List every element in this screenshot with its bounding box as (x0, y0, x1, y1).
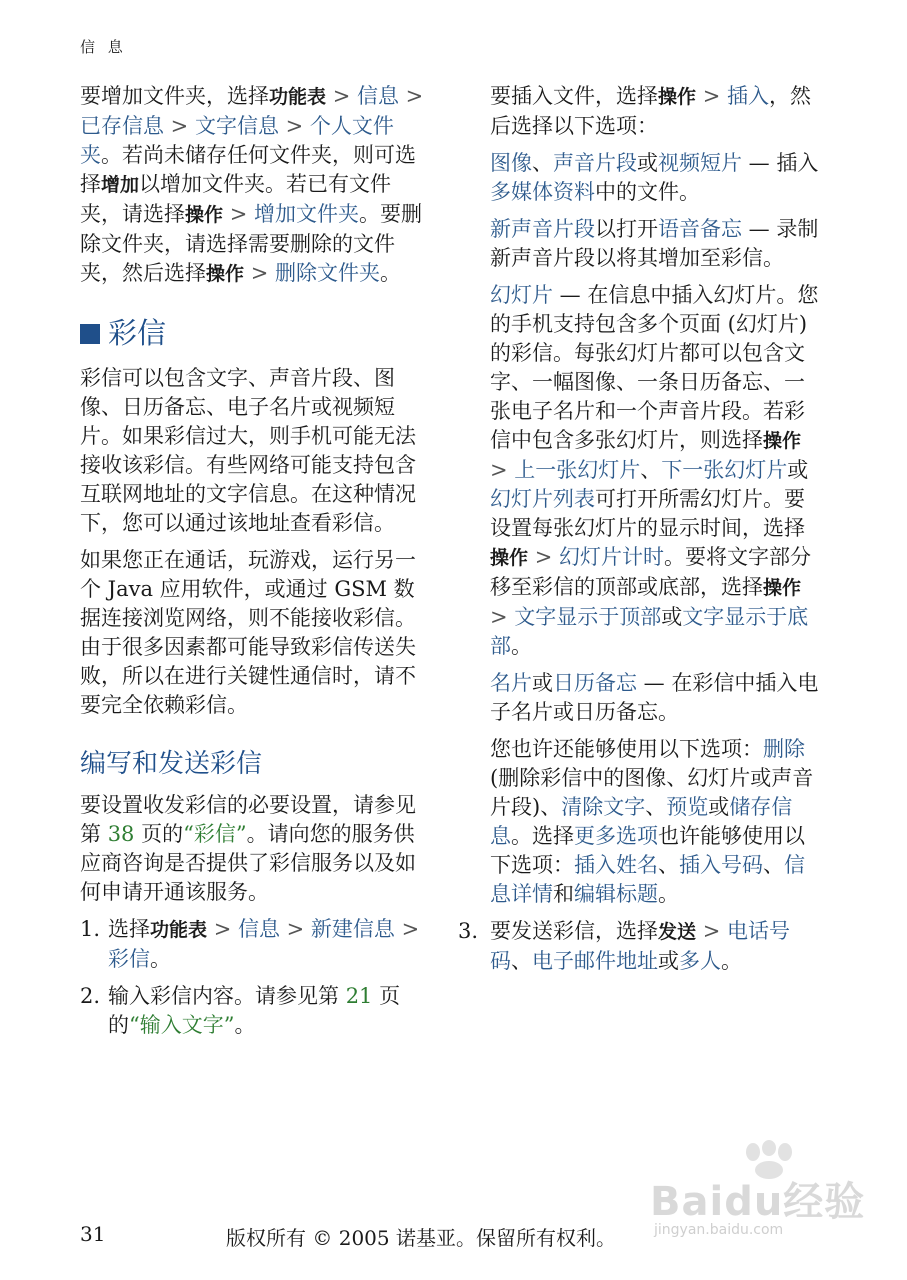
separator: > (244, 261, 275, 285)
page-reference: 21 (345, 984, 373, 1008)
text: 可打开所需幻灯片。要设置每张幻灯片的显示时间，选择 (490, 487, 805, 540)
text: 也许能够使用以下选项： (490, 824, 805, 877)
subsection-heading: 编写和发送彩信 (80, 749, 263, 779)
separator: > (394, 917, 420, 941)
option-media (490, 149, 820, 207)
option-name: 语音备忘 (658, 217, 742, 241)
text: 或 (658, 949, 679, 973)
folder-paragraph (80, 82, 425, 289)
section-reference: “输入文字” (129, 1013, 235, 1037)
separator: > (528, 545, 559, 569)
menu-path-item: 新建信息 (310, 917, 395, 941)
menu-path-item: 个人文件夹 (80, 114, 394, 167)
option-name: 编辑标题 (574, 882, 658, 906)
text: 。 (721, 949, 742, 973)
separator: > (696, 84, 727, 108)
text: 选择 (108, 917, 150, 941)
text: 、 (658, 853, 679, 877)
option-slides (490, 281, 820, 661)
option-name: 删除 (763, 737, 805, 761)
baidu-watermark (640, 1140, 870, 1250)
separator: > (278, 114, 310, 138)
text: 。若尚未储存任何文件夹，则可选择 (80, 143, 416, 196)
text: — 插入 (742, 151, 819, 175)
watermark-url: jingyan.baidu.com (654, 1222, 784, 1238)
step-number: 3. (458, 919, 479, 943)
list-item (458, 917, 820, 976)
separator: > (490, 458, 515, 482)
step-text (108, 915, 425, 974)
text: 输入彩信内容。请参见第 (108, 984, 346, 1008)
option-name: 幻灯片列表 (490, 487, 595, 511)
option-name: 视频短片 (658, 151, 742, 175)
menu-keyword: 功能表 (269, 86, 327, 108)
option-name: 多人 (679, 949, 721, 973)
more-options-paragraph (490, 735, 820, 909)
mms-intro-paragraph: 彩信可以包含文字、声音片段、图像、日历备忘、电子名片或视频短片。如果彩信过大，则手机可能无法接收该彩信。有些网络可能支持包含互联网地址的文字信息。在这种情况下，您可以通过该地址查看彩信。 (80, 366, 416, 535)
text: 或 (787, 458, 809, 482)
text: 、 (640, 458, 662, 482)
copyright-notice: 版权所有 © 2005 诺基亚。保留所有权利。 (226, 1226, 616, 1250)
step-text (490, 917, 820, 976)
option-name: 更多选项 (574, 824, 658, 848)
option-name: 文字显示于顶部 (514, 605, 662, 629)
menu-keyword: 操作 (185, 204, 224, 226)
menu-path-item: 信息 (237, 917, 280, 941)
option-name: 上一张幻灯片 (514, 458, 641, 482)
option-name: 名片 (490, 671, 532, 695)
separator: > (696, 919, 727, 943)
menu-path-item: 增加文件夹 (253, 202, 359, 226)
text: 以打开 (595, 217, 658, 241)
menu-path-item: 彩信 (108, 947, 150, 971)
option-name: 储存信息 (490, 795, 793, 848)
text: 。要删除文件夹，请选择需要删除的文件夹，然后选择 (80, 202, 422, 285)
text: 、 (645, 795, 667, 819)
option-name: 预览 (666, 795, 709, 819)
page-number: 31 (80, 1222, 106, 1246)
text: 页的 (134, 822, 184, 846)
settings-paragraph (80, 791, 425, 907)
text: 以增加文件夹。若已有文件夹，请选择 (80, 172, 392, 226)
menu-keyword: 操作 (763, 430, 802, 452)
square-bullet-icon (80, 324, 100, 344)
text: 要增加文件夹，选择 (80, 84, 269, 108)
separator: > (490, 605, 515, 629)
step-text (108, 982, 425, 1040)
section-heading (80, 316, 425, 350)
text: — 在彩信中插入电子名片或日历备忘。 (490, 671, 819, 724)
text: 页的 (108, 984, 401, 1037)
mms-limits-paragraph: 如果您正在通话，玩游戏，运行另一个 Java 应用软件，或通过 GSM 数据连接浏览网络，则不能接收彩信。由于很多因素都可能导致彩信传送失败，所以在进行关键性通信时，请不要完全依赖彩信。 (80, 548, 416, 717)
separator: > (398, 84, 424, 108)
page-reference: 38 (107, 822, 135, 846)
text: 。 (234, 1013, 256, 1037)
text: 、 (532, 151, 553, 175)
text: 。请向您的服务供应商咨询是否提供了彩信服务以及如何申请开通该服务。 (80, 822, 416, 904)
text: 。选择 (511, 824, 574, 848)
text: — 在信息中插入幻灯片。您的手机支持包含多个页面 (幻灯片) 的彩信。每张幻灯片都可以包含文字、一幅图像、一条日历备忘、一张电子名片和一个声音片段。若彩信中包含多张幻灯片，则选择 (490, 283, 819, 452)
menu-keyword: 操作 (763, 577, 802, 599)
text: 要插入文件，选择 (490, 84, 658, 108)
option-name: 文字显示于底部 (490, 605, 809, 658)
text: 。 (379, 261, 401, 285)
text: 。 (150, 947, 171, 971)
text: — 录制新声音片段以将其增加至彩信。 (490, 217, 819, 270)
separator: > (223, 202, 254, 226)
option-name: 插入姓名 (574, 853, 658, 877)
text: 和 (553, 882, 574, 906)
step-number: 1. (80, 917, 101, 941)
option-name: 信息详情 (490, 853, 805, 906)
text: 要设置收发彩信的必要设置，请参见第 (80, 793, 416, 846)
watermark-logo-text: Baidu经验 (650, 1179, 866, 1225)
text: 。要将文字部分移至彩信的顶部或底部，选择 (490, 545, 811, 599)
list-item (80, 982, 425, 1040)
text: (删除彩信中的图像、幻灯片或声音片段)、 (490, 766, 814, 819)
option-name: 多媒体资料 (490, 180, 595, 204)
separator: > (164, 114, 195, 138)
text: 要发送彩信，选择 (490, 919, 658, 943)
menu-path-item: 已存信息 (80, 114, 164, 138)
menu-path-item: 文字信息 (194, 114, 279, 138)
menu-keyword: 操作 (658, 86, 697, 108)
step-number: 2. (80, 984, 101, 1008)
text: 或 (637, 151, 658, 175)
steps-list (80, 915, 425, 1040)
option-new-sound (490, 215, 820, 273)
text: 、 (763, 853, 784, 877)
menu-keyword: 操作 (490, 547, 529, 569)
left-column (80, 82, 425, 1048)
text: 或 (532, 671, 553, 695)
menu-path-item: 删除文件夹 (274, 261, 380, 285)
menu-keyword: 增加 (101, 174, 140, 196)
insert-paragraph (490, 82, 820, 141)
text: 。 (658, 882, 679, 906)
option-name: 新声音片段 (490, 217, 595, 241)
option-name: 插入号码 (679, 853, 763, 877)
separator: > (207, 917, 238, 941)
option-name: 图像 (490, 151, 532, 175)
section-heading-text: 彩信 (108, 316, 167, 350)
text: 中的文件。 (595, 180, 700, 204)
option-name: 幻灯片 (490, 283, 553, 307)
option-name: 电子邮件地址 (532, 949, 658, 973)
menu-path-item: 插入 (726, 84, 769, 108)
separator: > (326, 84, 357, 108)
section-reference: “彩信” (183, 822, 247, 846)
text: 或 (661, 605, 683, 629)
option-name: 幻灯片计时 (558, 545, 664, 569)
separator: > (279, 917, 311, 941)
text: 或 (708, 795, 730, 819)
option-name: 日历备忘 (553, 671, 637, 695)
running-header: 信 息 (80, 38, 127, 56)
option-name: 清除文字 (561, 795, 646, 819)
option-card-calendar (490, 669, 820, 727)
text: ，然后选择以下选项： (490, 84, 811, 138)
option-name: 电话号码 (490, 919, 790, 973)
right-column (458, 82, 820, 976)
option-name: 下一张幻灯片 (661, 458, 788, 482)
list-item (80, 915, 425, 974)
text: 。 (511, 634, 532, 658)
option-name: 声音片段 (553, 151, 637, 175)
menu-keyword: 功能表 (150, 919, 208, 941)
menu-path-item: 信息 (356, 84, 399, 108)
menu-keyword: 操作 (206, 263, 245, 285)
menu-keyword: 发送 (658, 921, 697, 943)
text: 您也许还能够使用以下选项： (490, 737, 763, 761)
text: 、 (511, 949, 532, 973)
